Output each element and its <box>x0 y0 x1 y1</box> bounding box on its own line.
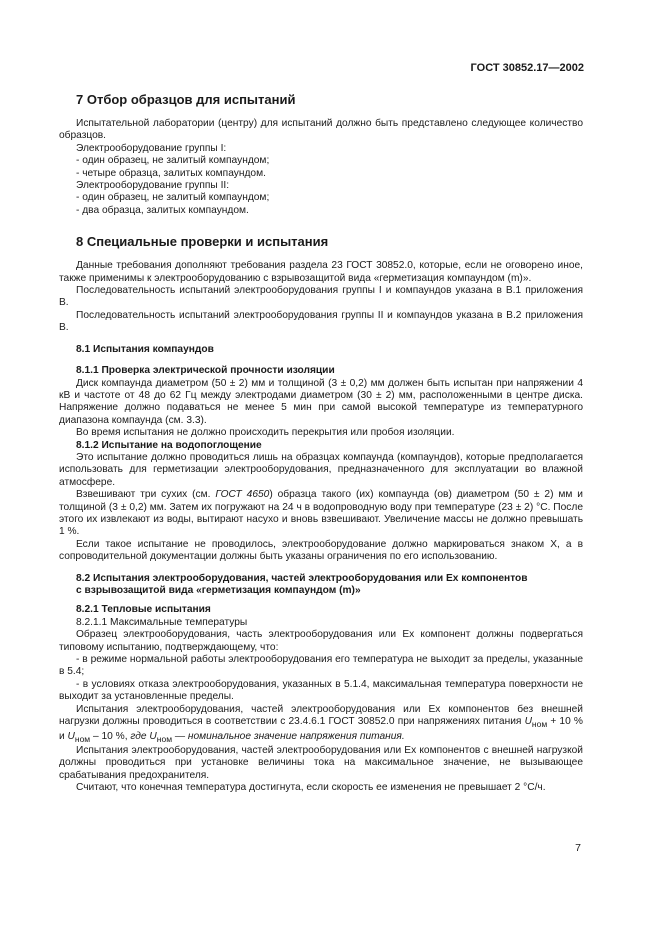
subsection-8-1-title: 8.1 Испытания компаундов <box>76 343 214 355</box>
subsection-8-2-title <box>59 573 583 598</box>
page-number: 7 <box>575 842 581 854</box>
page-content <box>59 92 583 795</box>
document-header: ГОСТ 30852.17—2002 <box>470 62 584 74</box>
paragraph: Испытания электрооборудования, частей электрооборудования или Ex компонентов с внешней нагрузкой должны проводиться при установке величины тока на максимальное значение, не вызывающее срабатывания предохранителя. <box>59 744 583 781</box>
section-8-title: 8 Специальные проверки и испытания <box>76 234 329 250</box>
group-label: Электрооборудование группы I: <box>76 142 227 154</box>
paragraph: Данные требования дополняют требования раздела 23 ГОСТ 30852.0, которые, если не оговорено иное, также применимы к электрооборудованию с взрывозащитой вида «герметизация компаундом (m)». <box>59 260 583 284</box>
subsection-8-1-1-title: 8.1.1 Проверка электрической прочности изоляции <box>76 365 335 377</box>
symbol-u: U <box>524 716 532 728</box>
paragraph: Последовательность испытаний электрооборудования группы I и компаундов указана в В.1 приложения В. <box>59 285 583 309</box>
subsection-8-1-2-title: 8.1.2 Испытание на водопоглощение <box>76 439 262 451</box>
text-run: Взвешивают три сухих (см. <box>76 489 216 501</box>
text-run: — номинальное значение напряжения питания. <box>172 730 405 742</box>
symbol-u: U <box>149 730 157 742</box>
text-run: + 10 % и <box>59 716 583 742</box>
section-7-title: 7 Отбор образцов для испытаний <box>76 92 296 107</box>
symbol-subscript: ном <box>156 733 173 744</box>
paragraph: Образец электрооборудования, часть электрооборудования или Ex компонент должны подвергаться типовому испытанию, подтверждающему, что: <box>59 629 583 653</box>
clause-title: 8.2.1.1 Максимальные температуры <box>76 616 248 628</box>
text-run: где <box>130 730 150 742</box>
paragraph: Считают, что конечная температура достигнута, если скорость ее изменения не превышает 2 °С/ч. <box>76 782 546 794</box>
list-item: - четыре образца, залитых компаундом. <box>76 167 266 179</box>
title-line: 8.2 Испытания электрооборудования, частей электрооборудования или Ex компонентов <box>76 572 528 584</box>
text-run: Испытания электрооборудования, частей электрооборудования или Ex компонентов без внешней нагрузки должны проводиться в соответствии с 23.4.6.1 ГОСТ 30852.0 при напряжениях питания <box>59 703 583 728</box>
paragraph: Испытательной лаборатории (центру) для испытаний должно быть представлено следующее количество образцов. <box>59 118 583 142</box>
list-item: - два образца, залитых компаундом. <box>76 204 249 216</box>
list-item: - в условиях отказа электрооборудования, указанных в 5.1.4, максимальная температура поверхности не выходит за установленные пределы. <box>59 678 583 703</box>
subsection-8-2-1-title: 8.2.1 Тепловые испытания <box>76 604 211 616</box>
symbol-u: U <box>67 730 75 742</box>
paragraph: Если такое испытание не проводилось, электрооборудование должно маркироваться знаком X, а в сопроводительной документации должны быть указаны ограничения по его использованию. <box>59 538 583 563</box>
group-label: Электрооборудование группы II: <box>76 180 230 192</box>
paragraph: Последовательность испытаний электрооборудования группы II и компаундов указана в В.2 приложения В. <box>59 309 583 334</box>
text-run: ) образца такого (их) компаунда (ов) диаметром (50 ± 2) мм и толщиной (3 ± 0,2) мм. Затем их погружают на 24 ч в водопроводную воду при температуре (23 ± 2) °С. После этого их извлекают из воды, вытирают насухо и вновь взвешивают. Увеличение массы не должно превышать 1 %. <box>59 489 583 538</box>
paragraph: Это испытание должно проводиться лишь на образцах компаунда (компаундов), которые предполагается использовать для герметизации электрооборудования, предназначенного для эксплуатации во влажной атмосфере. <box>59 451 583 488</box>
standard-reference: ГОСТ 4650 <box>215 489 270 501</box>
text-run: – 10 %, <box>90 730 131 742</box>
symbol-subscript: ном <box>74 733 91 744</box>
list-item: - в режиме нормальной работы электрооборудования его температура не выходит за пределы, указанные в 5.4; <box>59 654 583 678</box>
paragraph: Во время испытания не должно происходить перекрытия или пробоя изоляции. <box>76 427 455 439</box>
list-item: - один образец, не залитый компаундом; <box>76 155 270 167</box>
paragraph <box>59 489 583 539</box>
title-line: с взрывозащитой вида «герметизация компаундом (m)» <box>76 585 361 596</box>
list-item: - один образец, не залитый компаундом; <box>76 192 270 204</box>
paragraph <box>59 704 583 745</box>
paragraph: Диск компаунда диаметром (50 ± 2) мм и толщиной (3 ± 0,2) мм должен быть испытан при напряжении 4 кВ и частоте от 48 до 62 Гц между электродами диаметром (30 ± 2) мм, расположенными в центре диска. Напряжение должно подаваться не менее 5 мин при самой высокой температуре из температурного диапазона компаунда (см. 3.3). <box>59 377 583 426</box>
symbol-subscript: ном <box>531 719 548 730</box>
